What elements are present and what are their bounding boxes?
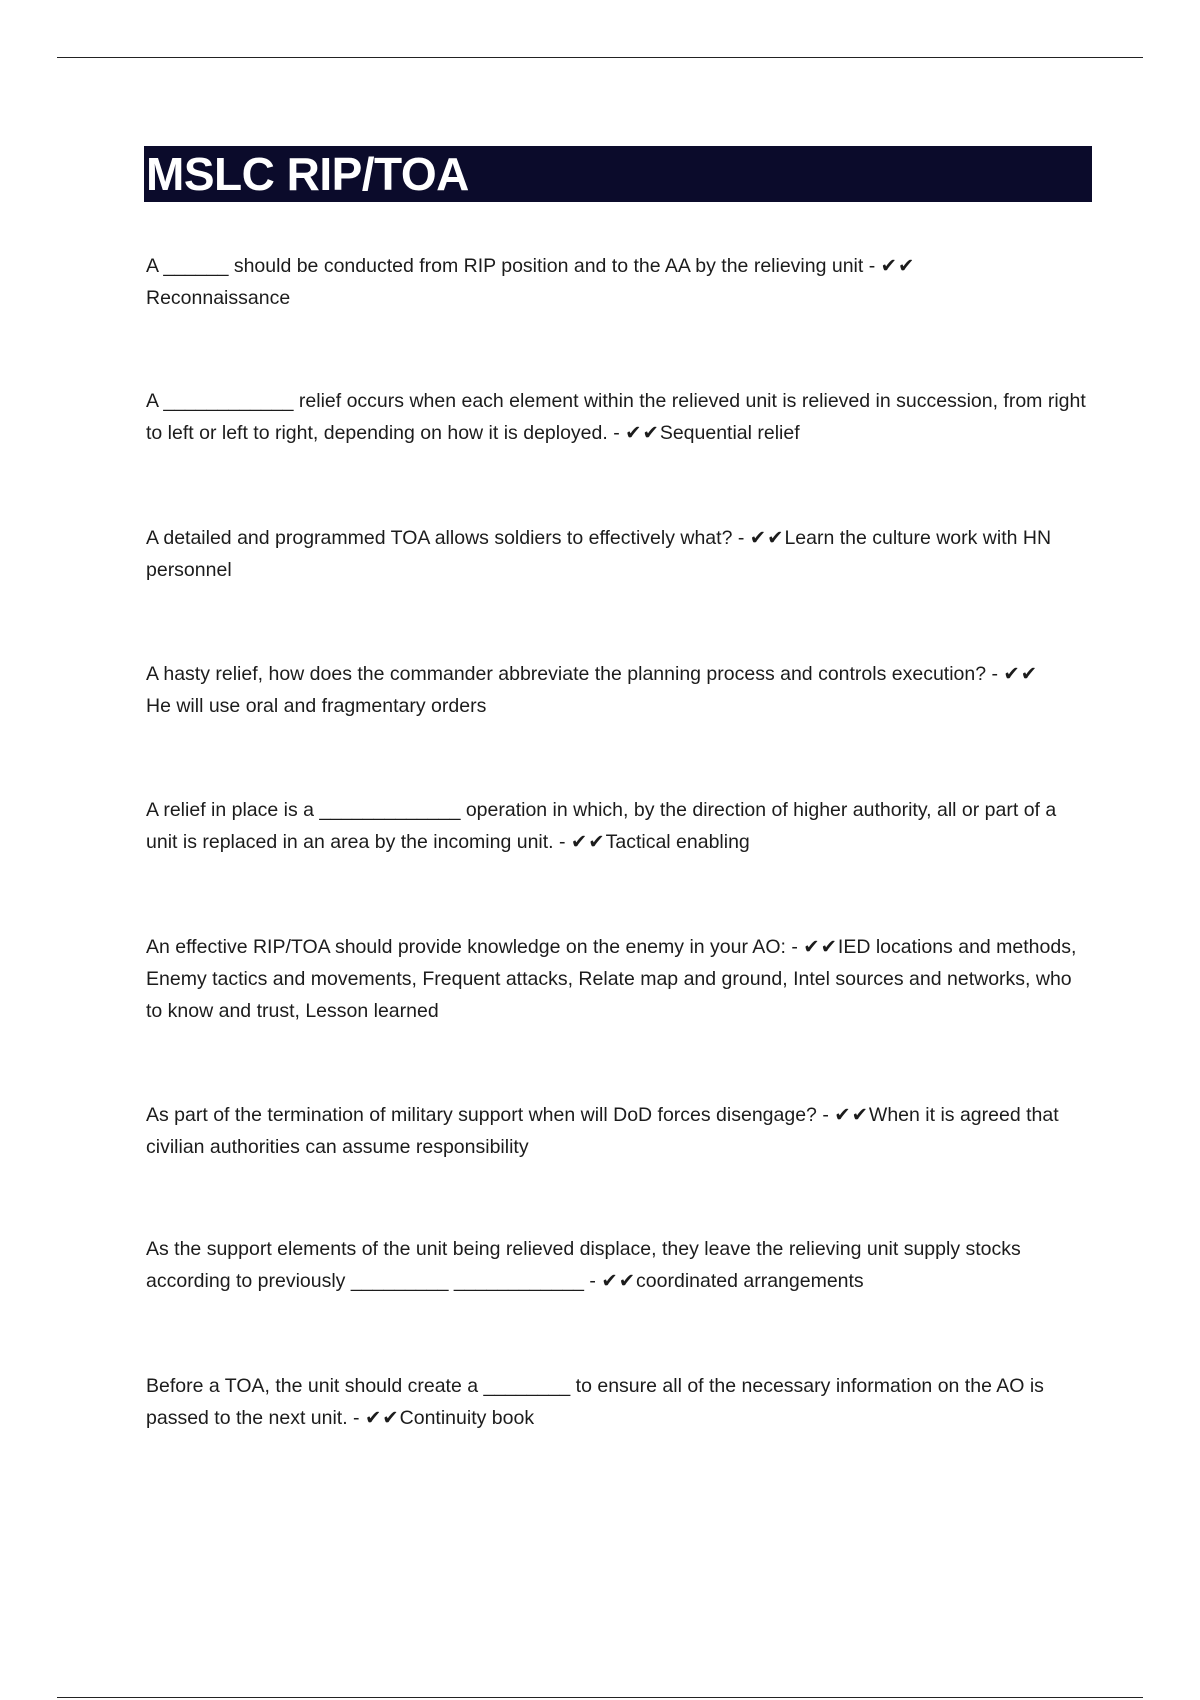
- checkmark-icon: ✔✔: [834, 1104, 869, 1126]
- answer-text: IED locations and methods, Enemy tactics and movements, Frequent attacks, Relate map and ground, Intel sources and networks, who to know and trust, Lesson learned: [146, 936, 1077, 1022]
- checkmark-icon: ✔✔: [570, 831, 606, 853]
- answer-text: Learn the culture work with HN personnel: [146, 527, 1052, 581]
- qa-item-1: [146, 250, 1091, 314]
- question-text: A ______ should be conducted from RIP position and to the AA by the relieving unit -: [146, 255, 881, 277]
- answer-text: Tactical enabling: [605, 831, 750, 853]
- qa-item-8: [146, 1233, 1091, 1297]
- checkmark-icon: ✔✔: [803, 936, 838, 958]
- bottom-rule: [57, 1697, 1143, 1698]
- answer-text: Sequential relief: [659, 422, 800, 444]
- document-title-text: MSLC RIP/TOA: [146, 148, 469, 200]
- qa-item-9: [146, 1370, 1091, 1434]
- answer-text: He will use oral and fragmentary orders: [146, 695, 487, 717]
- answer-text: Reconnaissance: [146, 287, 291, 309]
- question-text: A hasty relief, how does the commander abbreviate the planning process and controls execution? -: [146, 663, 1004, 685]
- top-rule: [57, 57, 1143, 58]
- qa-item-7: [146, 1099, 1091, 1163]
- document-title: [144, 146, 1092, 202]
- checkmark-icon: ✔✔: [880, 255, 916, 277]
- question-text: A detailed and programmed TOA allows soldiers to effectively what? -: [146, 527, 750, 549]
- checkmark-icon: ✔✔: [601, 1270, 637, 1292]
- question-text: A ____________ relief occurs when each element within the relieved unit is relieved in succession, from right to left or left to right, depending on how it is deployed. -: [146, 390, 1086, 444]
- checkmark-icon: ✔✔: [1003, 663, 1039, 685]
- qa-item-2: [146, 385, 1091, 449]
- question-text: As the support elements of the unit being relieved displace, they leave the relieving unit supply stocks according to previously _________ ____________ -: [146, 1238, 1021, 1292]
- answer-text: When it is agreed that civilian authorities can assume responsibility: [146, 1104, 1059, 1158]
- checkmark-icon: ✔✔: [625, 422, 660, 444]
- question-text: Before a TOA, the unit should create a ________ to ensure all of the necessary information on the AO is passed to the next unit. -: [146, 1375, 1044, 1429]
- answer-text: Continuity book: [399, 1407, 535, 1429]
- question-text: As part of the termination of military support when will DoD forces disengage? -: [146, 1104, 835, 1126]
- qa-item-5: [146, 794, 1091, 858]
- checkmark-icon: ✔✔: [364, 1407, 400, 1429]
- answer-text: coordinated arrangements: [636, 1270, 864, 1292]
- qa-item-4: [146, 658, 1091, 722]
- question-text: An effective RIP/TOA should provide knowledge on the enemy in your AO: -: [146, 936, 804, 958]
- question-text: A relief in place is a _____________ operation in which, by the direction of higher authority, all or part of a unit is replaced in an area by the incoming unit. -: [146, 799, 1057, 853]
- qa-item-6: [146, 931, 1091, 1027]
- qa-item-3: [146, 522, 1091, 586]
- checkmark-icon: ✔✔: [749, 527, 785, 549]
